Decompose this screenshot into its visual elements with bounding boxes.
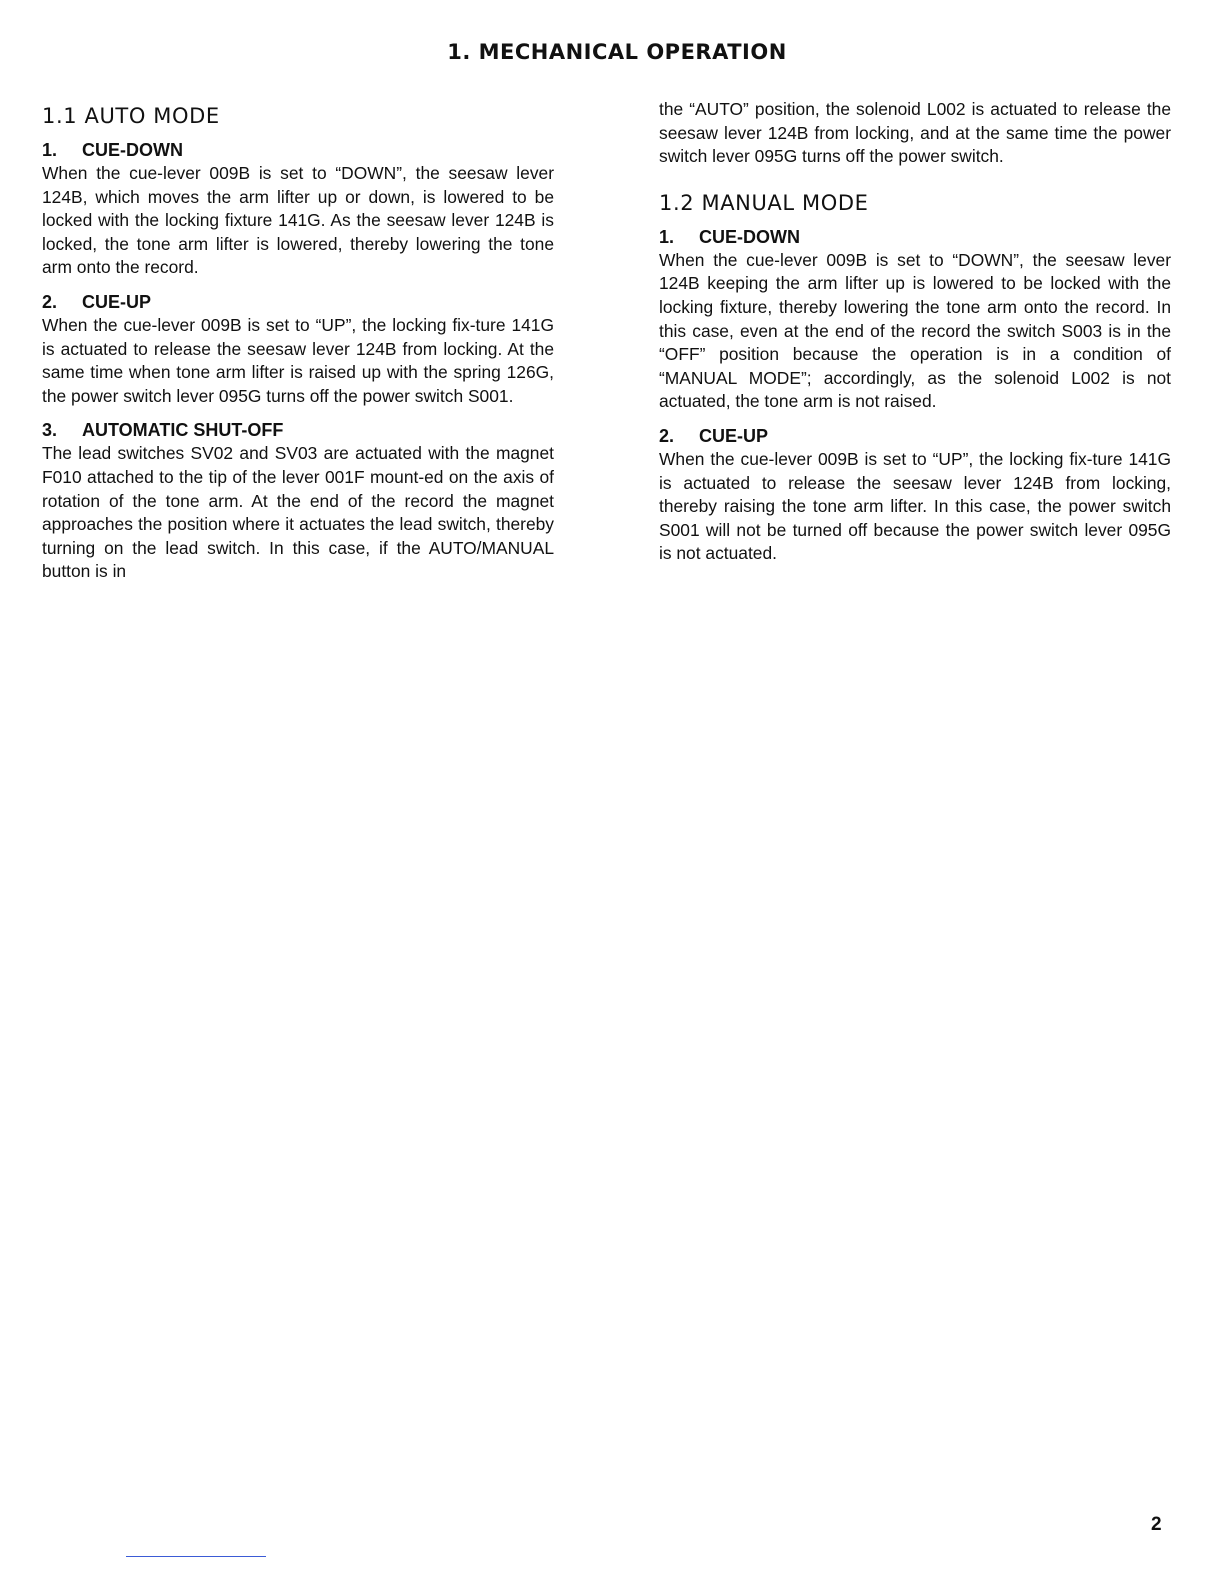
auto-cue-down-heading xyxy=(42,138,554,162)
auto-cue-down-number: 1. xyxy=(42,140,58,160)
auto-cue-up-heading xyxy=(42,290,554,314)
manual-cue-up-text: When the cue-lever 009B is set to “UP”, the locking fix-ture 141G is actuated to release the seesaw lever 124B from locking, thereby raising the tone arm lifter. In this case, the power switch S001 will not be turned off because the power switch lever 095G is not actuated. xyxy=(659,448,1171,564)
manual-cue-down-heading xyxy=(659,225,1171,249)
auto-cue-down-label: CUE-DOWN xyxy=(82,140,183,160)
auto-shutoff-number: 3. xyxy=(42,420,58,441)
page-number: 2 xyxy=(1151,1514,1162,1535)
auto-cue-up-label: CUE-UP xyxy=(82,291,152,312)
manual-cue-down-number: 1. xyxy=(659,226,675,247)
page-title: 1. MECHANICAL OPERATION xyxy=(447,40,787,64)
auto-shutoff-heading xyxy=(42,418,554,442)
right-column xyxy=(659,98,1171,576)
manual-cue-up-label: CUE-UP xyxy=(699,425,769,446)
footer-rule xyxy=(126,1556,266,1557)
manual-cue-up-heading xyxy=(659,424,1171,448)
manual-cue-up-number: 2. xyxy=(659,425,675,446)
manual-cue-down-label: CUE-DOWN xyxy=(699,226,800,247)
manual-mode-title: 1.2 MANUAL MODE xyxy=(659,190,869,215)
manual-cue-down-text: When the cue-lever 009B is set to “DOWN”, the seesaw lever 124B keeping the arm lifter up is lowered to be locked with the locking fixture, thereby lowering the tone arm onto the record. In this case, even at the end of the record the switch S003 is in the “OFF” position because the operation is in a condition of “MANUAL MODE”; accordingly, as the solenoid L002 is not actuated, the tone arm is not raised. xyxy=(659,249,1171,412)
auto-cue-up-number: 2. xyxy=(42,291,58,312)
left-column xyxy=(42,98,554,594)
auto-shutoff-text: The lead switches SV02 and SV03 are actuated with the magnet F010 attached to the tip of the lever 001F mount-ed on the axis of rotation of the tone arm. At the end of the record the magnet approaches the position where it actuates the lead switch, thereby turning on the lead switch. In this case, if the AUTO/MANUAL button is in xyxy=(42,443,554,582)
auto-cue-up-text: When the cue-lever 009B is set to “UP”, the locking fix-ture 141G is actuated to release the seesaw lever 124B from locking. At the same time when tone arm lifter is raised up with the spring 126G, the power switch lever 095G turns off the power switch S001. xyxy=(42,314,554,406)
auto-cue-down-text: When the cue-lever 009B is set to “DOWN”, the seesaw lever 124B, which moves the arm lifter up or down, is lowered to be locked with the locking fixture 141G. As the seesaw lever 124B is locked, the tone arm lifter is lowered, thereby lowering the tone arm onto the record. xyxy=(42,163,554,278)
auto-shutoff-text-continued: the “AUTO” position, the solenoid L002 is actuated to release the seesaw lever 124B from locking, and at the same time the power switch lever 095G turns off the power switch. xyxy=(659,99,1171,167)
auto-shutoff-label: AUTOMATIC SHUT-OFF xyxy=(82,420,284,441)
auto-mode-title: 1.1 AUTO MODE xyxy=(42,104,220,128)
